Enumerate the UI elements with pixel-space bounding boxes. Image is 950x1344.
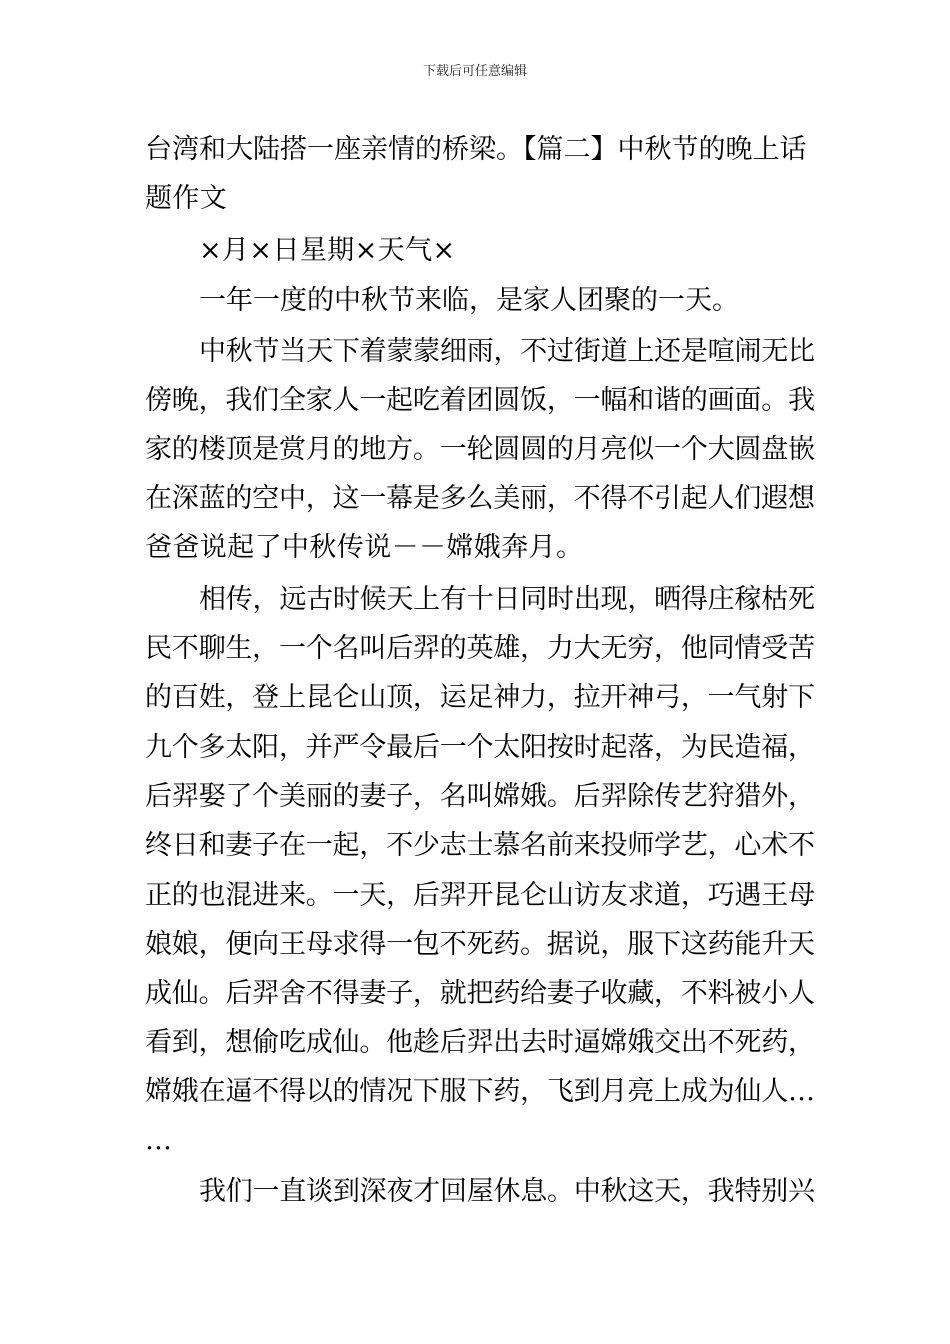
text-line: 的百姓，登上昆仑山顶，运足神力，拉开神弓，一气射下 xyxy=(145,682,815,713)
text-line: 九个多太阳，并严令最后一个太阳按时起落，为民造福， xyxy=(145,732,815,763)
text-line: 题作文 xyxy=(145,183,228,214)
text-line: 成仙。后羿舍不得妻子，就把药给妻子收藏，不料被小人 xyxy=(145,978,815,1009)
text-line: 嫦娥在逼不得以的情况下服下药，飞到月亮上成为仙人… xyxy=(145,1076,815,1107)
text-line: 民不聊生，一个名叫后羿的英雄，力大无穷，他同情受苦 xyxy=(145,633,815,664)
text-line: 我们一直谈到深夜才回屋休息。中秋这天，我特别兴 xyxy=(199,1176,815,1207)
text-line: … xyxy=(145,1125,173,1156)
text-line: 相传，远古时候天上有十日同时出现，晒得庄稼枯死 xyxy=(199,584,815,615)
text-line: 爸爸说起了中秋传说－－嫦娥奔月。 xyxy=(145,532,584,563)
text-line: 终日和妻子在一起，不少志士慕名前来投师学艺，心术不 xyxy=(145,830,815,861)
page-header: 下载后可任意编辑 xyxy=(422,64,527,79)
text-line: 傍晚，我们全家人一起吃着团圆饭，一幅和谐的画面。我 xyxy=(145,385,815,416)
text-line: 后羿娶了个美丽的妻子，名叫嫦娥。后羿除传艺狩猎外， xyxy=(145,781,815,812)
text-line: 台湾和大陆搭一座亲情的桥梁。【篇二】中秋节的晚上话 xyxy=(145,134,807,165)
text-line: 中秋节当天下着蒙蒙细雨，不过街道上还是喧闹无比 xyxy=(199,336,815,367)
text-line: ×月×日星期×天气× xyxy=(199,235,456,266)
text-line: 在深蓝的空中，这一幕是多么美丽，不得不引起人们遐想 xyxy=(145,483,815,514)
text-line: 正的也混进来。一天，后羿开昆仑山访友求道，巧遇王母 xyxy=(145,880,815,911)
text-line: 一年一度的中秋节来临，是家人团聚的一天。 xyxy=(199,285,739,316)
text-line: 看到，想偷吃成仙。他趁后羿出去时逼嫦娥交出不死药， xyxy=(145,1027,815,1058)
text-line: 家的楼顶是赏月的地方。一轮圆圆的月亮似一个大圆盘嵌 xyxy=(145,434,815,465)
text-line: 娘娘，便向王母求得一包不死药。据说，服下这药能升天 xyxy=(145,929,815,960)
